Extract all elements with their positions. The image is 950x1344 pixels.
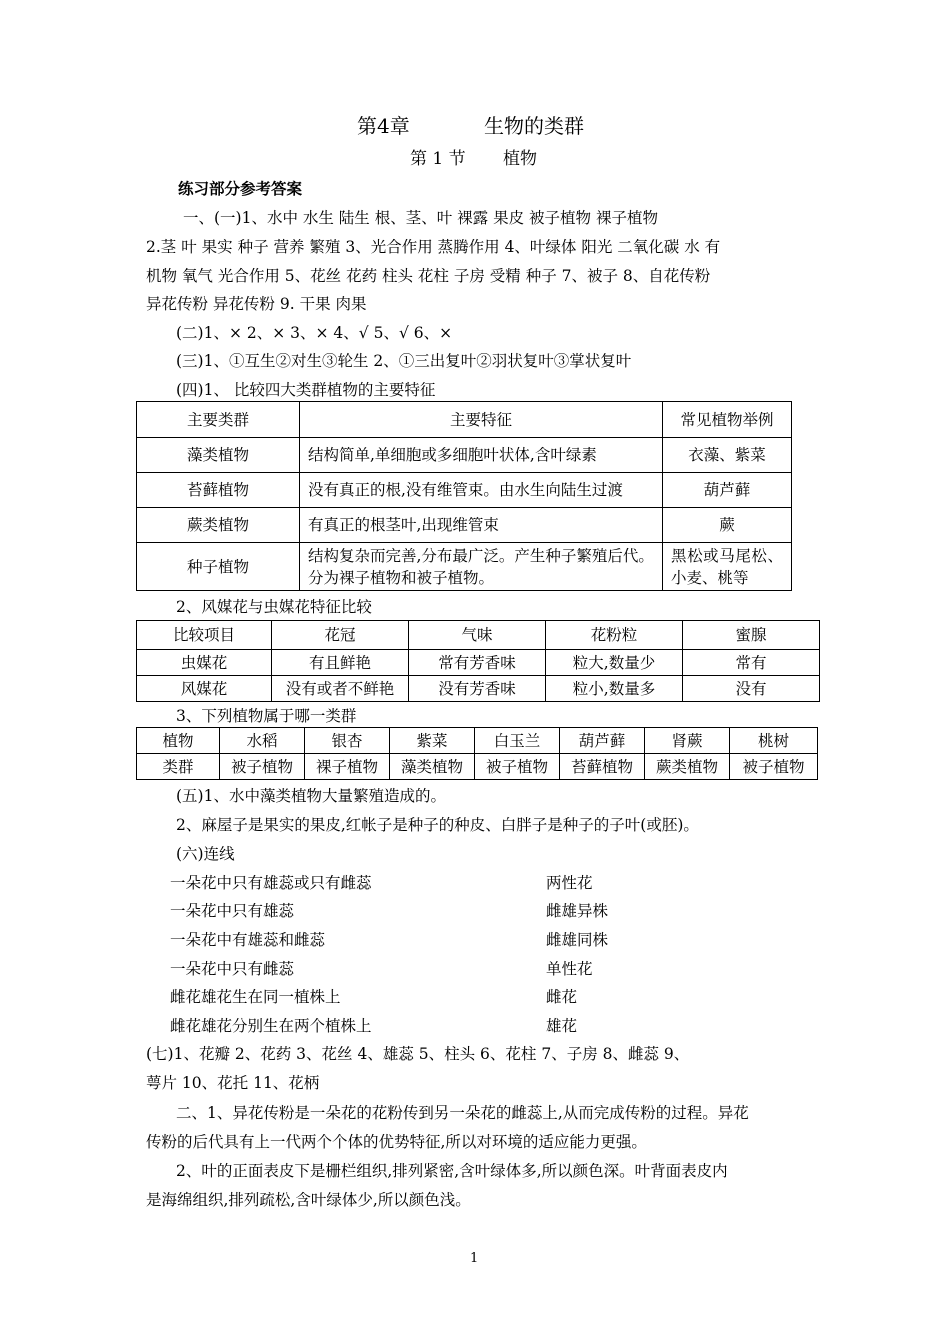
table-header-cell: 比较项目 [137,621,272,650]
table-cell: 粒大,数量少 [546,650,683,676]
classify-table-title: 3、下列植物属于哪一类群 [176,707,357,725]
table-cell: 植物 [137,728,220,754]
matching-left-item: 一朵花中只有雌蕊 [170,960,295,978]
table-cell: 苔藓植物 [137,473,300,508]
table-row [137,650,820,676]
table-cell: 没有真正的根,没有维管束。由水生向陆生过渡 [300,473,663,508]
part7-line1: (七)1、花瓣 2、花药 3、花丝 4、雄蕊 5、柱头 6、花柱 7、子房 8、雌蕊 9、 [146,1045,690,1063]
section-name: 植物 [503,149,537,169]
matching-left-item: 雌花雄花生在同一植株上 [170,988,341,1006]
table-row [137,543,792,591]
table-row [137,473,792,508]
part5-answer-1: (五)1、水中藻类植物大量繁殖造成的。 [176,787,446,805]
table-cell: 虫媒花 [137,650,272,676]
table-cell: 被子植物 [730,754,818,780]
table-cell: 没有 [683,676,820,702]
flower-table-title: 2、风媒花与虫媒花特征比较 [176,598,372,616]
table-header-cell: 主要特征 [300,402,663,438]
table-cell: 风媒花 [137,676,272,702]
table-header-cell: 主要类群 [137,402,300,438]
table-cell: 结构复杂而完善,分布最广泛。产生种子繁殖后代。分为裸子植物和被子植物。 [300,543,663,591]
table-row [137,508,792,543]
matching-left-item: 一朵花中只有雄蕊 [170,902,295,920]
compare-table-title: (四)1、 比较四大类群植物的主要特征 [176,381,436,399]
table-cell: 有真正的根茎叶,出现维管束 [300,508,663,543]
table-cell: 裸子植物 [305,754,390,780]
table-cell: 藻类植物 [137,438,300,473]
table-cell: 藻类植物 [390,754,475,780]
table-cell: 白玉兰 [475,728,560,754]
table-header-row [137,402,792,438]
part7-line2: 萼片 10、花托 11、花柄 [146,1074,320,1092]
table-cell: 肾蕨 [645,728,730,754]
table-header-cell: 气味 [409,621,546,650]
matching-right-item: 雌雄异株 [546,902,609,920]
chapter-name: 生物的类群 [484,114,584,138]
table-cell: 蕨 [663,508,792,543]
part2-answer-2b: 是海绵组织,排列疏松,含叶绿体少,所以颜色浅。 [146,1191,471,1209]
table-cell: 紫菜 [390,728,475,754]
part1-line3: 机物 氧气 光合作用 5、花丝 花药 柱头 花柱 子房 受精 种子 7、被子 8、自花传粉 [146,267,711,285]
part5-answer-2: 2、麻屋子是果实的果皮,红帐子是种子的种皮、白胖子是种子的子叶(或胚)。 [176,816,699,834]
matching-right-item: 两性花 [546,874,593,892]
table-header-cell: 蜜腺 [683,621,820,650]
table-cell: 被子植物 [220,754,305,780]
table-header-row [137,621,820,650]
page-number: 1 [470,1251,479,1266]
part2-answer-2a: 2、叶的正面表皮下是栅栏组织,排列紧密,含叶绿体多,所以颜色深。叶背面表皮内 [176,1162,728,1180]
matching-right-item: 单性花 [546,960,593,978]
table-cell: 苔藓植物 [560,754,645,780]
part2-answer-1b: 传粉的后代具有上一代两个个体的优势特征,所以对环境的适应能力更强。 [146,1133,647,1151]
part1-line1: 一、(一)1、水中 水生 陆生 根、茎、叶 裸露 果皮 被子植物 裸子植物 [183,209,658,227]
table-row [137,676,820,702]
part1-line2: 2.茎 叶 果实 种子 营养 繁殖 3、光合作用 蒸腾作用 4、叶绿体 阳光 二氧化碳 水 有 [146,238,721,256]
part1-line4: 异花传粉 异花传粉 9. 干果 肉果 [146,295,367,313]
matching-right-item: 雄花 [546,1017,578,1035]
table-cell: 衣藻、紫菜 [663,438,792,473]
answers-heading: 练习部分参考答案 [178,179,303,198]
leaf-arrangement-answers: (三)1、①互生②对生③轮生 2、①三出复叶②羽状复叶③掌状复叶 [176,352,632,370]
table-row [137,438,792,473]
table-row [137,728,818,754]
table-header-cell: 花粉粒 [546,621,683,650]
table-cell: 常有 [683,650,820,676]
matching-left-item: 一朵花中只有雄蕊或只有雌蕊 [170,874,372,892]
table-cell: 被子植物 [475,754,560,780]
table-cell: 黑松或马尾松、小麦、桃等 [663,543,792,591]
plant-classification-table [136,727,818,780]
table-cell: 有且鲜艳 [272,650,409,676]
table-cell: 没有芳香味 [409,676,546,702]
table-header-cell: 花冠 [272,621,409,650]
table-cell: 银杏 [305,728,390,754]
matching-right-item: 雌雄同株 [546,931,609,949]
matching-right-item: 雌花 [546,988,578,1006]
true-false-answers: (二)1、× 2、× 3、× 4、√ 5、√ 6、× [176,324,453,342]
table-row [137,754,818,780]
part2-answer-1a: 二、1、异花传粉是一朵花的花粉传到另一朵花的雌蕊上,从而完成传粉的过程。异花 [176,1104,749,1122]
table-cell: 结构简单,单细胞或多细胞叶状体,含叶绿素 [300,438,663,473]
section-number: 第 1 节 [410,149,466,169]
table-cell: 没有或者不鲜艳 [272,676,409,702]
table-cell: 类群 [137,754,220,780]
matching-title: (六)连线 [176,845,235,863]
flower-comparison-table [136,620,820,702]
table-cell: 粒小,数量多 [546,676,683,702]
table-cell: 葫芦藓 [663,473,792,508]
matching-left-item: 雌花雄花分别生在两个植株上 [170,1017,372,1035]
table-cell: 蕨类植物 [645,754,730,780]
table-cell: 葫芦藓 [560,728,645,754]
table-cell: 常有芳香味 [409,650,546,676]
table-cell: 种子植物 [137,543,300,591]
chapter-number: 第4章 [357,114,410,138]
table-cell: 桃树 [730,728,818,754]
matching-left-item: 一朵花中有雄蕊和雌蕊 [170,931,326,949]
plant-groups-table [136,401,792,591]
table-cell: 水稻 [220,728,305,754]
table-cell: 蕨类植物 [137,508,300,543]
table-header-cell: 常见植物举例 [663,402,792,438]
